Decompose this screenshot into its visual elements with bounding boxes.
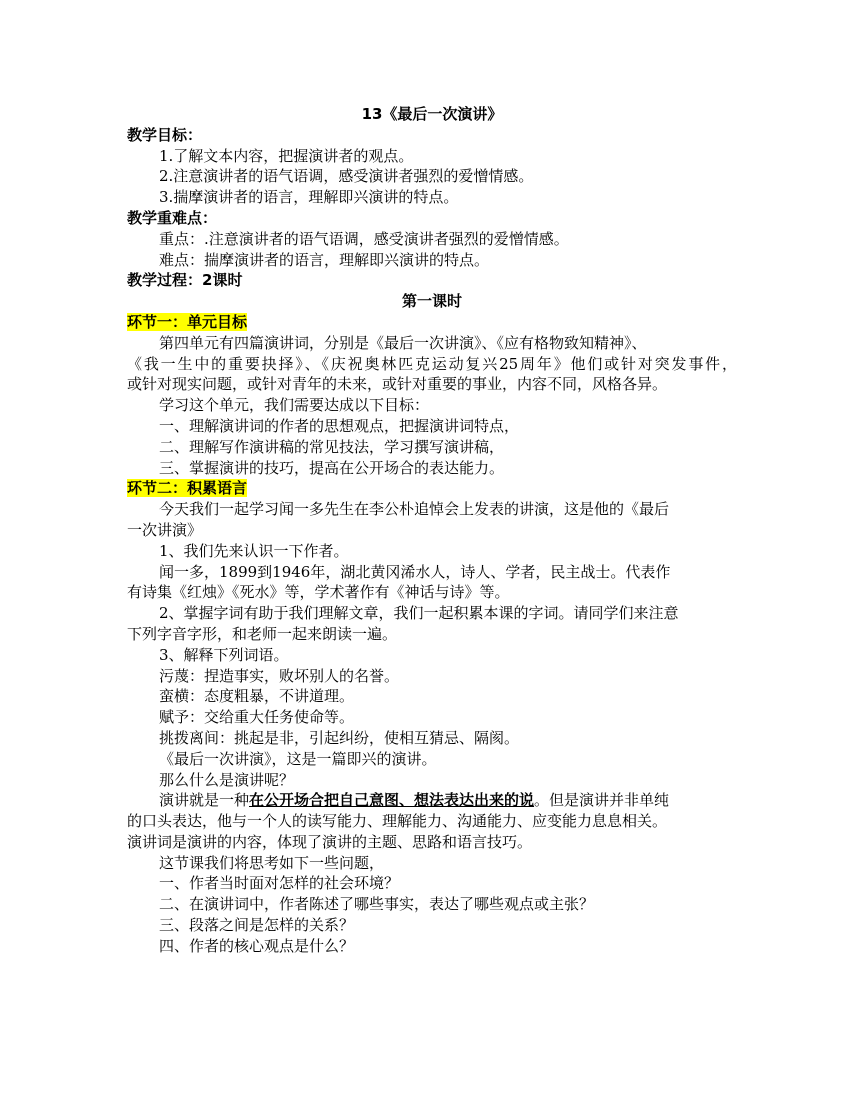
paragraph-line: 《我一生中的重要抉择》、《庆祝奥林匹克运动复兴25周年》他们或针对突发事件， [127, 354, 737, 373]
paragraph-line: 演讲词是演讲的内容，体现了演讲的主题、思路和语言技巧。 [127, 832, 533, 851]
section-heading: 环节一：单元目标 [127, 312, 248, 331]
paragraph-line: 一次讲演》 [127, 520, 203, 539]
document-body [127, 104, 737, 957]
question-item: 四、作者的核心观点是什么？ [159, 936, 355, 955]
goal-item: 2.注意演讲者的语气语调，感受演讲者强烈的爱憎情感。 [159, 167, 534, 186]
paragraph-line: 下列字音字形，和老师一起来朗读一遍。 [127, 624, 398, 643]
step-line: 3、解释下列词语。 [159, 645, 289, 664]
key-points-heading: 教学重难点： [127, 208, 218, 227]
paragraph-line: 第四单元有四篇演讲词，分别是《最后一次讲演》、《应有格物致知精神》、 [159, 333, 647, 352]
goal-list-item: 一、理解演讲词的作者的思想观点，把握演讲词特点， [159, 416, 520, 435]
word-definition: 挑拨离间：挑起是非，引起纠纷，使相互猜忌、隔阂。 [159, 728, 520, 747]
definition-text: 。但是演讲并非单纯 [534, 791, 670, 810]
word-definition: 赋予：交给重大任务使命等。 [159, 708, 355, 727]
step-line: 2、掌握字词有助于我们理解文章，我们一起积累本课的字词。请同学们来注意 [159, 604, 679, 623]
step-line: 1、我们先来认识一下作者。 [159, 541, 349, 560]
definition-text: 演讲就是一种 [159, 791, 250, 810]
page-title: 13《最后一次演讲》 [361, 105, 503, 123]
question-item: 二、在演讲词中，作者陈述了哪些事实，表达了哪些观点或主张？ [159, 895, 595, 914]
paragraph-line: 闻一多，1899到1946年，湖北黄冈浠水人，诗人、学者，民主战士。代表作 [159, 562, 671, 581]
key-point: 重点：.注意演讲者的语气语调，感受演讲者强烈的爱憎情感。 [159, 229, 569, 248]
word-definition: 污蔑：捏造事实，败坏别人的名誉。 [159, 666, 400, 685]
paragraph-line: 那么什么是演讲呢？ [159, 770, 295, 789]
paragraph-line: 学习这个单元，我们需要达成以下目标： [159, 396, 430, 415]
section-heading: 环节二：积累语言 [127, 479, 248, 498]
paragraph-line: 《最后一次讲演》，这是一篇即兴的演讲。 [159, 749, 437, 768]
goal-list-item: 三、掌握演讲的技巧，提高在公开场合的表达能力。 [159, 458, 505, 477]
goal-item: 3.揣摩演讲者的语言，理解即兴演讲的特点。 [159, 188, 459, 207]
question-item: 一、作者当时面对怎样的社会环境？ [159, 874, 400, 893]
key-point: 难点：揣摩演讲者的语言，理解即兴演讲的特点。 [159, 250, 490, 269]
goal-list-item: 二、理解写作演讲稿的常见技法，学习撰写演讲稿， [159, 437, 505, 456]
definition-line [127, 790, 737, 811]
definition-emphasis: 在公开场合把自己意图、想法表达出来的说 [249, 791, 535, 810]
word-definition: 蛮横：态度粗暴，不讲道理。 [159, 687, 355, 706]
process-heading: 教学过程：2课时 [127, 271, 243, 290]
question-item: 三、段落之间是怎样的关系？ [159, 916, 355, 935]
lesson-title: 第一课时 [401, 292, 462, 311]
paragraph-line: 或针对现实问题，或针对青年的未来，或针对重要的事业，内容不同，风格各异。 [127, 375, 668, 394]
paragraph-line: 这节课我们将思考如下一些问题， [159, 853, 385, 872]
goal-item: 1.了解文本内容，把握演讲者的观点。 [159, 146, 414, 165]
paragraph-line: 的口头表达，他与一个人的读写能力、理解能力、沟通能力、应变能力息息相关。 [127, 812, 668, 831]
goals-heading: 教学目标： [127, 125, 203, 144]
paragraph-line: 今天我们一起学习闻一多先生在李公朴追悼会上发表的讲演，这是他的《最后 [159, 500, 670, 519]
paragraph-line: 有诗集《红烛》《死水》等，学术著作有《神话与诗》等。 [127, 583, 510, 602]
